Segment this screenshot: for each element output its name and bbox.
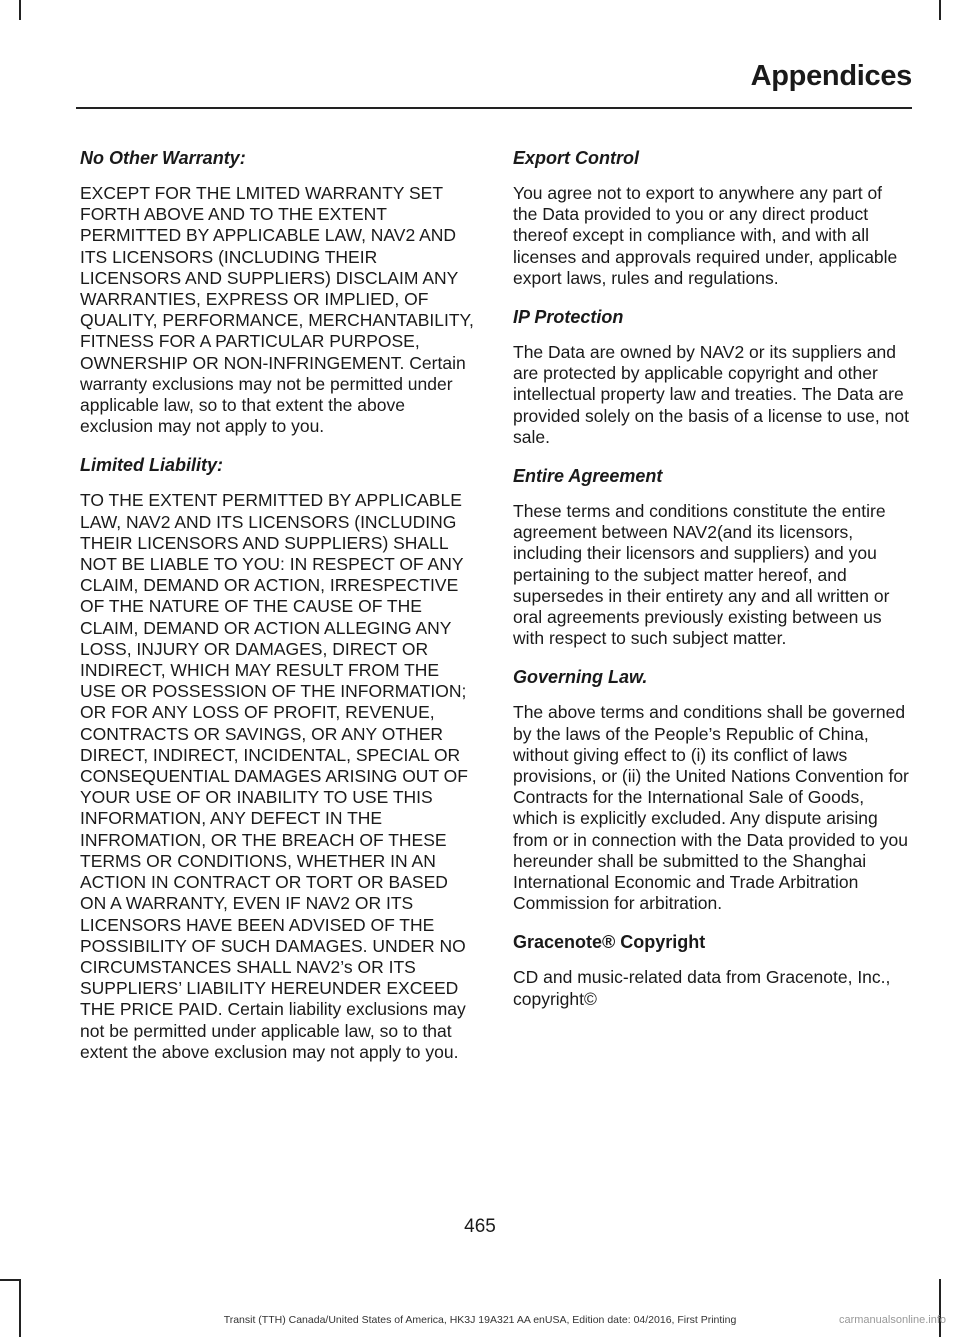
governing-law-heading: Governing Law.	[513, 667, 648, 688]
gracenote-heading: Gracenote® Copyright	[513, 932, 706, 953]
ip-protection-heading: IP Protection	[513, 307, 624, 328]
limited-liability-heading: Limited Liability:	[80, 455, 224, 476]
page-title: Appendices	[750, 60, 912, 92]
gracenote-body: CD and music-related data from Gracenote, Inc., copyright©	[513, 967, 891, 1009]
crop-mark-top-right-vertical	[939, 0, 941, 20]
crop-mark-bottom-left-vertical	[19, 1279, 21, 1337]
header-divider	[76, 107, 912, 109]
footer-edition-info: Transit (TTH) Canada/United States of America, HK3J 19A321 AA enUSA, Edition date: 04/2016, First Printing	[223, 1314, 737, 1326]
crop-mark-top-left-vertical	[19, 0, 21, 20]
entire-agreement-body: These terms and conditions constitute the entire agreement between NAV2(and its licensors, including their licensors and suppliers) and you pertaining to the subject matter hereof, and supersedes in their entirety any and all written or oral agreements previously existing between us with respect to such subject matter.	[513, 501, 890, 649]
crop-mark-bottom-left-horizontal	[0, 1279, 21, 1281]
watermark: carmanualsonline.info	[838, 1314, 946, 1326]
ip-protection-body: The Data are owned by NAV2 or its suppliers and are protected by applicable copyright and other intellectual property law and treaties. The Data are provided solely on the basis of a license to use, not sale.	[513, 342, 909, 447]
export-control-body: You agree not to export to anywhere any part of the Data provided to you or any direct product thereof except in compliance with, and with all licenses and approvals required under, applicable export laws, rules and regulations.	[513, 183, 898, 288]
export-control-heading: Export Control	[513, 148, 639, 168]
governing-law-body: The above terms and conditions shall be governed by the laws of the People’s Republic of China, without giving effect to (i) its conflict of laws provisions, or (ii) the United Nations Convention for Contracts for the International Sale of Goods, which is explicitly excluded. Any dispute arising from or in connection with the Data provided to you hereunder shall be submitted to the Shanghai International Economic and Trade Arbitration Commission for arbitration.	[513, 702, 909, 914]
no-other-warranty-heading: No Other Warranty:	[80, 148, 246, 168]
crop-mark-bottom-right-vertical	[939, 1279, 941, 1337]
entire-agreement-heading: Entire Agreement	[513, 466, 663, 487]
no-other-warranty-body: EXCEPT FOR THE LMITED WARRANTY SET FORTH ABOVE AND TO THE EXTENT PERMITTED BY APPLICABLE LAW, NAV2 AND ITS LICENSORS (INCLUDING THEIR LICENSORS AND SUPPLIERS) DISCLAIM ANY WARRANTIES, EXPRESS OR IMPLIED, OF QUALITY, PERFORMANCE, MERCHANTABILITY, FITNESS FOR A PARTICULAR PURPOSE, OWNERSHIP OR NON-INFRINGEMENT. Certain warranty exclusions may not be permitted under applicable law, so to that extent the above exclusion may not apply to you.	[80, 183, 474, 437]
left-column	[80, 147, 476, 1080]
limited-liability-body: TO THE EXTENT PERMITTED BY APPLICABLE LAW, NAV2 AND ITS LICENSORS (INCLUDING THEIR LICENSORS AND SUPPLIERS) SHALL NOT BE LIABLE TO YOU: IN RESPECT OF ANY CLAIM, DEMAND OR ACTION, IRRESPECTIVE OF THE NATURE OF THE CAUSE OF THE CLAIM, DEMAND OR ACTION ALLEGING ANY LOSS, INJURY OR DAMAGES, DIRECT OR INDIRECT, WHICH MAY RESULT FROM THE USE OR POSSESSION OF THE INFORMATION; OR FOR ANY LOSS OF PROFIT, REVENUE, CONTRACTS OR SAVINGS, OR ANY OTHER DIRECT, INDIRECT, INCIDENTAL, SPECIAL OR CONSEQUENTIAL DAMAGES ARISING OUT OF YOUR USE OF OR INABILITY TO USE THIS INFORMATION, ANY DEFECT IN THE INFROMATION, OR THE BREACH OF THESE TERMS OR CONDITIONS, WHETHER IN AN ACTION IN CONTRACT OR TORT OR BASED ON A WARRANTY, EVEN IF NAV2 OR ITS LICENSORS HAVE BEEN ADVISED OF THE POSSIBILITY OF SUCH DAMAGES. UNDER NO CIRCUMSTANCES SHALL NAV2’s OR ITS SUPPLIERS’ LIABILITY HEREUNDER EXCEED THE PRICE PAID. Certain liability exclusions may not be permitted under applicable law, so to that extent the above exclusion may not apply to you.	[80, 490, 468, 1062]
page-number: 465	[464, 1216, 496, 1237]
right-column	[513, 147, 909, 1027]
